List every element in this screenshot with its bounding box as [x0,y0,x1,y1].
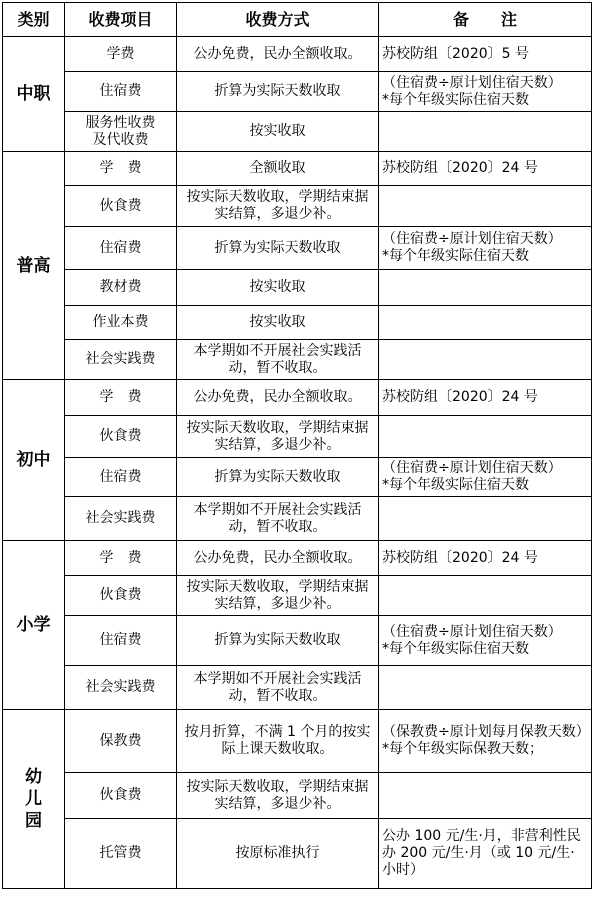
method-cell: 按实收取 [177,270,379,306]
category-cell: 幼 儿 园 [3,710,65,889]
method-cell: 本学期如不开展社会实践活动，暂不收取。 [177,497,379,541]
note-cell [379,416,592,458]
table-row [3,666,592,710]
note-cell [379,497,592,541]
note-cell: （住宿费÷原计划住宿天数） *每个年级实际住宿天数 [379,458,592,497]
note-cell: 苏校防组〔2020〕5 号 [379,37,592,72]
note-cell [379,773,592,819]
item-cell: 学 费 [65,541,177,576]
category-cell: 小学 [3,541,65,710]
method-cell: 按实际天数收取，学期结束据实结算，多退少补。 [177,186,379,227]
item-cell: 学 费 [65,152,177,186]
table-row [3,616,592,666]
table-row [3,112,592,152]
note-cell: 苏校防组〔2020〕24 号 [379,380,592,416]
method-cell: 公办免费，民办全额收取。 [177,37,379,72]
method-cell: 按实际天数收取，学期结束据实结算，多退少补。 [177,773,379,819]
table-row [3,306,592,340]
method-cell: 按实收取 [177,306,379,340]
item-cell: 伙食费 [65,576,177,616]
header-row [3,3,592,37]
table-row [3,340,592,380]
item-cell: 教材费 [65,270,177,306]
item-cell: 服务性收费 及代收费 [65,112,177,152]
item-cell: 住宿费 [65,227,177,270]
table-row [3,710,592,773]
item-cell: 伙食费 [65,416,177,458]
item-cell: 伙食费 [65,773,177,819]
header-method: 收费方式 [177,3,379,37]
table-row [3,458,592,497]
note-cell: （住宿费÷原计划住宿天数） *每个年级实际住宿天数 [379,227,592,270]
item-cell: 学 费 [65,380,177,416]
table-row [3,773,592,819]
table-row [3,270,592,306]
note-cell [379,186,592,227]
note-cell [379,270,592,306]
method-cell: 按月折算，不满 1 个月的按实际上课天数收取。 [177,710,379,773]
item-cell: 住宿费 [65,616,177,666]
method-cell: 本学期如不开展社会实践活动，暂不收取。 [177,666,379,710]
note-cell: （住宿费÷原计划住宿天数） *每个年级实际住宿天数 [379,616,592,666]
method-cell: 折算为实际天数收取 [177,616,379,666]
header-item: 收费项目 [65,3,177,37]
header-category: 类别 [3,3,65,37]
item-cell: 住宿费 [65,72,177,112]
method-cell: 本学期如不开展社会实践活动，暂不收取。 [177,340,379,380]
table-row [3,416,592,458]
item-cell: 住宿费 [65,458,177,497]
table-row [3,72,592,112]
table-row [3,37,592,72]
item-cell: 伙食费 [65,186,177,227]
method-cell: 折算为实际天数收取 [177,227,379,270]
category-cell: 普高 [3,152,65,380]
item-cell: 作业本费 [65,306,177,340]
method-cell: 按原标准执行 [177,819,379,889]
table-row [3,380,592,416]
method-cell: 全额收取 [177,152,379,186]
note-cell [379,340,592,380]
note-cell [379,112,592,152]
item-cell: 保教费 [65,710,177,773]
table-row [3,186,592,227]
method-cell: 公办免费，民办全额收取。 [177,541,379,576]
method-cell: 公办免费，民办全额收取。 [177,380,379,416]
item-cell: 学费 [65,37,177,72]
item-cell: 社会实践费 [65,666,177,710]
table-row [3,497,592,541]
table-row [3,152,592,186]
note-cell: 公办 100 元/生·月，非营利性民办 200 元/生·月（或 10 元/生·小时） [379,819,592,889]
note-cell: （保教费÷原计划每月保教天数）*每个年级实际保教天数； [379,710,592,773]
method-cell: 折算为实际天数收取 [177,458,379,497]
table-row [3,227,592,270]
fee-table [2,2,592,889]
note-cell: 苏校防组〔2020〕24 号 [379,541,592,576]
header-note: 备 注 [379,3,592,37]
method-cell: 折算为实际天数收取 [177,72,379,112]
table-row [3,576,592,616]
item-cell: 托管费 [65,819,177,889]
method-cell: 按实收取 [177,112,379,152]
note-cell: （住宿费÷原计划住宿天数） *每个年级实际住宿天数 [379,72,592,112]
note-cell [379,666,592,710]
category-cell: 初中 [3,380,65,541]
item-cell: 社会实践费 [65,340,177,380]
method-cell: 按实际天数收取，学期结束据实结算，多退少补。 [177,576,379,616]
item-cell: 社会实践费 [65,497,177,541]
category-cell: 中职 [3,37,65,152]
method-cell: 按实际天数收取，学期结束据实结算，多退少补。 [177,416,379,458]
note-cell [379,576,592,616]
note-cell [379,306,592,340]
note-cell: 苏校防组〔2020〕24 号 [379,152,592,186]
table-row [3,819,592,889]
table-row [3,541,592,576]
